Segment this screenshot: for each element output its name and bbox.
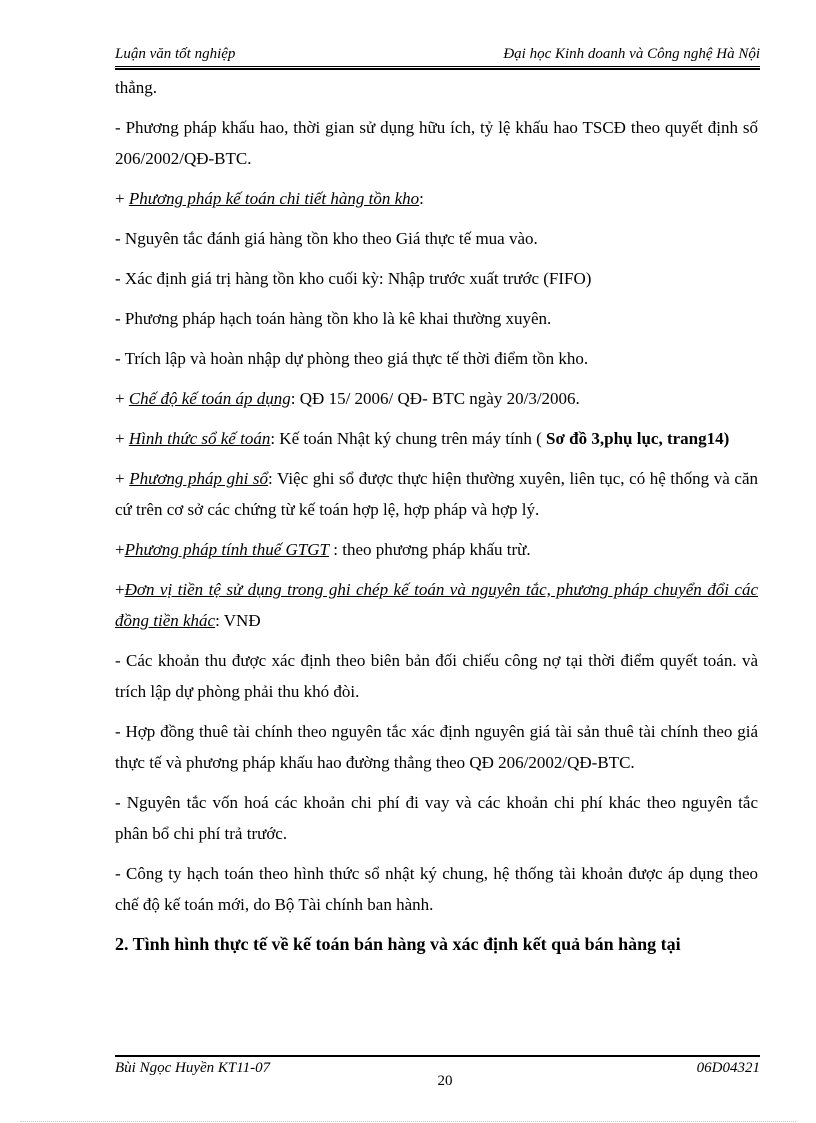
paragraph-7: - Trích lập và hoàn nhập dự phòng theo giá thực tế thời điểm tồn kho. — [115, 349, 589, 368]
paragraph-8-text: : QĐ 15/ 2006/ QĐ- BTC ngày 20/3/2006. — [290, 389, 580, 408]
paragraph-11-text: : theo phương pháp khấu trừ. — [329, 540, 531, 559]
footer-rule — [115, 1055, 760, 1057]
paragraph-4: - Nguyên tắc đánh giá hàng tồn kho theo Giá thực tế mua vào. — [115, 229, 538, 248]
paragraph-9-text: : Kế toán Nhật ký chung trên máy tính ( — [270, 429, 547, 448]
bullet-prefix: + — [115, 429, 129, 448]
section-heading-2: 2. Tình hình thực tế về kế toán bán hàng và xác định kết quả bán hàng tại — [115, 934, 681, 954]
paragraph-15: - Nguyên tắc vốn hoá các khoản chi phí đi vay và các khoản chi phí khác theo nguyên tắc phân bổ chi phí trả trước. — [115, 793, 758, 843]
paragraph-10 — [115, 463, 758, 525]
footer-student-id: 06D04321 — [696, 1060, 760, 1076]
section-heading-accounting-regime: Chế độ kế toán áp dụng — [128, 389, 291, 408]
section-heading-bookkeeping-form: Hình thức sổ kế toán — [128, 429, 271, 448]
paragraph-1: thẳng. — [115, 78, 158, 97]
bullet-prefix: + — [115, 580, 125, 599]
page-number: 20 — [437, 1073, 453, 1089]
footer-author: Bùi Ngọc Huyền KT11-07 — [115, 1060, 271, 1076]
bullet-prefix: + — [115, 389, 129, 408]
paragraph-3 — [115, 183, 758, 214]
paragraph-10-text: : Việc ghi sổ được thực hiện thường xuyên, liên tục, có hệ thống và căn cứ trên cơ sở các chứng từ kế toán hợp lệ, hợp pháp và hợp lý. — [115, 469, 758, 519]
paragraph-12-text: : VNĐ — [215, 611, 261, 630]
page-header — [115, 46, 760, 66]
paragraph-11 — [115, 534, 758, 565]
header-right-text: Đại học Kinh doanh và Công nghệ Hà Nội — [503, 46, 760, 62]
paragraph-13: - Các khoản thu được xác định theo biên bản đối chiếu công nợ tại thời điểm quyết toán. và trích lập dự phòng phải thu khó đòi. — [115, 651, 758, 701]
bullet-prefix: + — [115, 540, 125, 559]
section-heading-vat-method: Phương pháp tính thuế GTGT — [124, 540, 330, 559]
section-heading-currency: Đơn vị tiền tệ sử dụng trong ghi chép kế toán và nguyên tắc, phương pháp chuyển đổi các đồng tiền khác — [115, 580, 758, 630]
bullet-prefix: + — [115, 189, 129, 208]
paragraph-5: - Xác định giá trị hàng tồn kho cuối kỳ: Nhập trước xuất trước (FIFO) — [115, 269, 592, 288]
paragraph-14: - Hợp đồng thuê tài chính theo nguyên tắc xác định nguyên giá tài sản thuê tài chính theo giá thực tế và phương pháp khấu hao đường thẳng theo QĐ 206/2002/QĐ-BTC. — [115, 722, 758, 772]
paragraph-8 — [115, 383, 758, 414]
heading-suffix: : — [419, 189, 424, 208]
bullet-prefix: + — [115, 469, 130, 488]
section-heading-inventory: Phương pháp kế toán chi tiết hàng tồn kho — [128, 189, 420, 208]
paragraph-2: - Phương pháp khấu hao, thời gian sử dụng hữu ích, tỷ lệ khấu hao TSCĐ theo quyết định số 206/2002/QĐ-BTC. — [115, 118, 758, 168]
paragraph-16: - Công ty hạch toán theo hình thức sổ nhật ký chung, hệ thống tài khoản được áp dụng theo chế độ kế toán mới, do Bộ Tài chính ban hành. — [115, 864, 758, 914]
paragraph-9 — [115, 423, 758, 454]
paragraph-6: - Phương pháp hạch toán hàng tồn kho là kê khai thường xuyên. — [115, 309, 552, 328]
header-rule-thick — [115, 68, 760, 70]
paragraph-9-bold-ref: Sơ đồ 3,phụ lục, trang14) — [546, 429, 730, 448]
paragraph-12 — [115, 574, 758, 636]
page-body — [115, 72, 758, 960]
section-heading-recording-method: Phương pháp ghi sổ — [129, 469, 269, 488]
header-rule-thin — [115, 66, 760, 67]
header-left-text: Luận văn tốt nghiệp — [115, 46, 236, 62]
page-bottom-edge — [20, 1121, 796, 1122]
